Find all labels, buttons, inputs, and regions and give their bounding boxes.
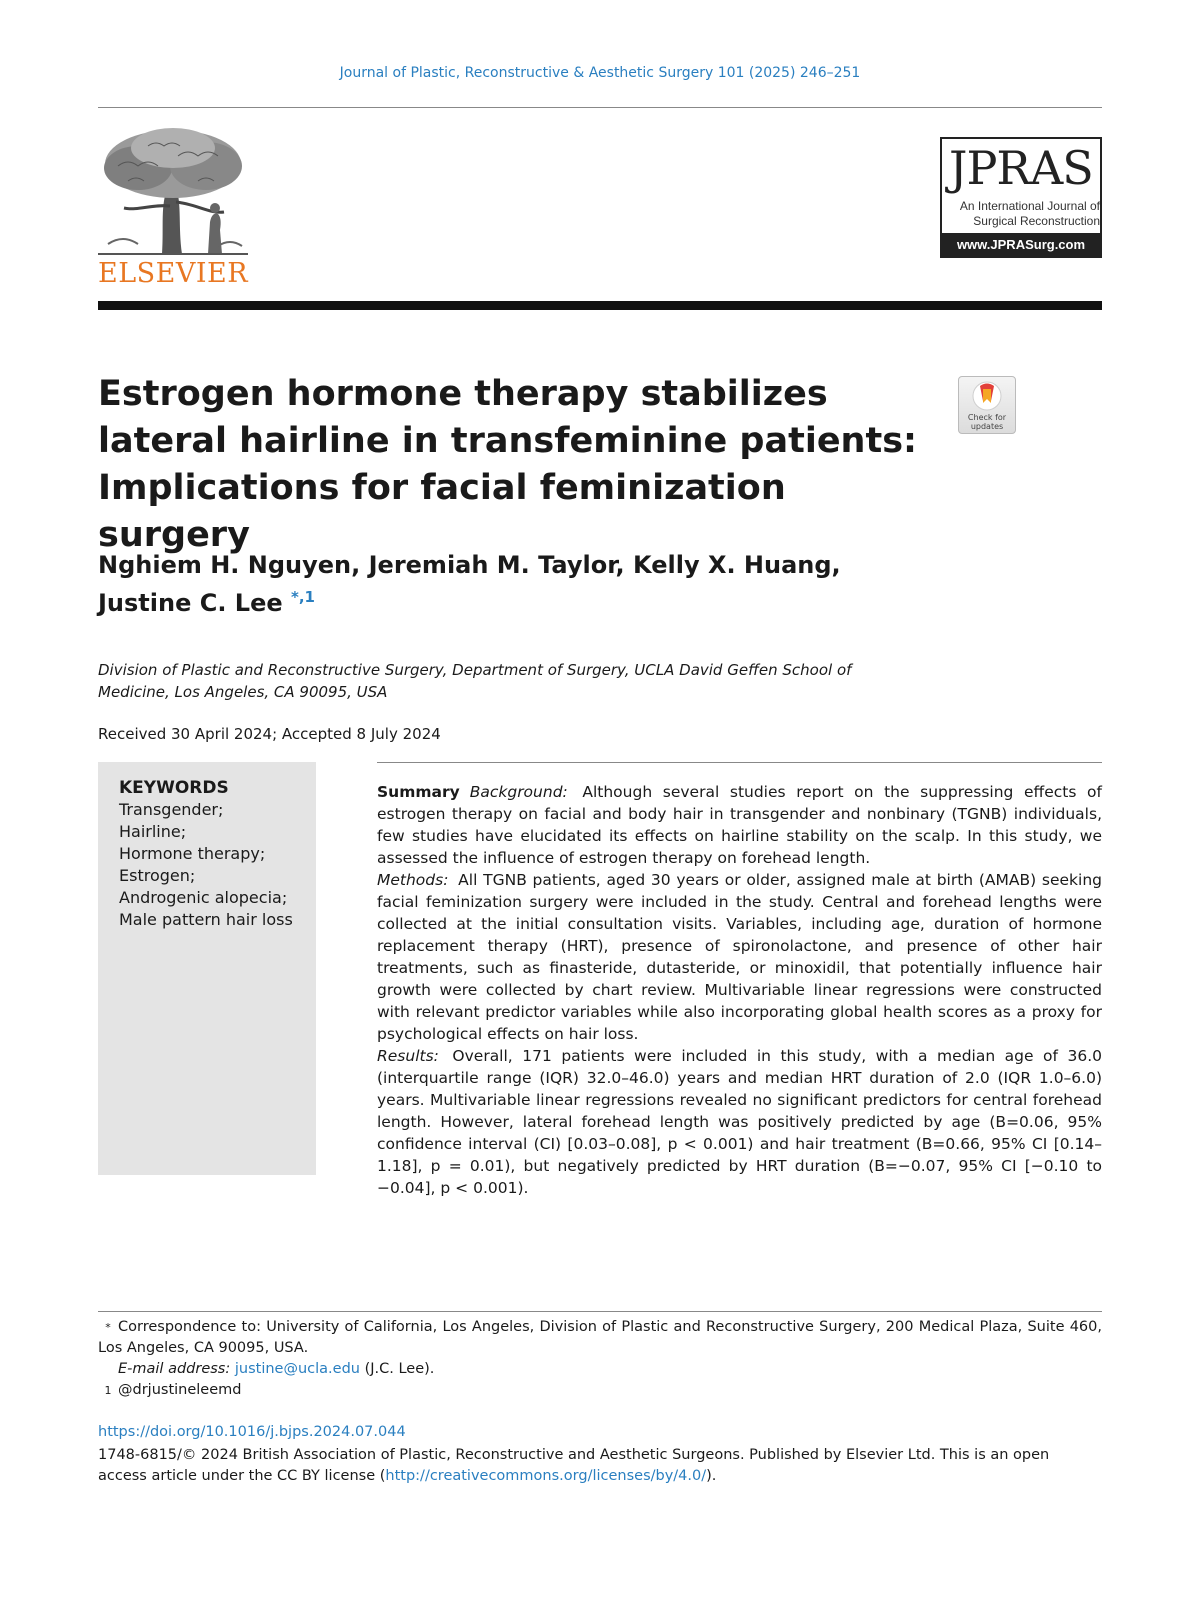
results-text: Overall, 171 patients were included in this study, with a median age of 36.0 (interquartile range (IQR) 32.0–46.0) years and median HRT duration of 2.0 (IQR 1.0–6.0) years. Multivariable linear regressions revealed no significant predictors for central forehead length. However, lateral forehead length was positively predicted by age (B=0.06, 95% confidence interval (CI) [0.03–0.08], p < 0.001) and hair treatment (B=0.66, 95% CI [0.14–1.18], p = 0.01), but negatively predicted by HRT duration (B=−0.07, 95% CI [−0.10 to −0.04], p < 0.001). xyxy=(377,1047,1102,1197)
results-label: Results: xyxy=(377,1047,439,1065)
email-suffix: (J.C. Lee). xyxy=(364,1361,435,1377)
methods-label: Methods: xyxy=(377,871,449,889)
check-for-updates-label: Check for updates xyxy=(967,413,1007,431)
license-text: 1748-6815/© 2024 British Association of Plastic, Reconstructive and Aesthetic Surgeons. Published by Elsevier Ltd. This is an open access article under the CC BY license ( xyxy=(98,1447,1050,1484)
abstract-divider xyxy=(377,762,1102,763)
check-for-updates-button[interactable] xyxy=(958,376,1016,434)
correspondence-text: Correspondence to: University of California, Los Angeles, Division of Plastic and Reconstructive Surgery, 200 Medical Plaza, Suite 460, Los Angeles, CA 90095, USA. xyxy=(98,1319,1102,1356)
keyword-item: Estrogen; xyxy=(119,866,196,885)
elsevier-tree-icon xyxy=(98,126,248,256)
keywords-panel xyxy=(98,762,316,1175)
keyword-item: Hairline; xyxy=(119,822,187,841)
journal-website[interactable]: www.JPRASurg.com xyxy=(942,233,1100,256)
footnote-divider xyxy=(98,1311,1102,1312)
email-link[interactable]: justine@ucla.edu xyxy=(234,1361,360,1377)
keyword-item: Transgender; xyxy=(119,800,224,819)
publisher-name: ELSEVIER xyxy=(98,258,249,289)
abstract xyxy=(377,781,1102,1199)
elsevier-logo[interactable] xyxy=(98,126,248,291)
license-statement xyxy=(98,1445,1102,1487)
keyword-item: Male pattern hair loss xyxy=(119,910,293,929)
keyword-item: Hormone therapy; xyxy=(119,844,266,863)
doi-link[interactable]: https://doi.org/10.1016/j.bjps.2024.07.044 xyxy=(98,1424,406,1440)
methods-text: All TGNB patients, aged 30 years or older, assigned male at birth (AMAB) seeking facial feminization surgery were included in the study. Central and forehead lengths were collected at the initial consultation visits. Variables, including age, duration of hormone replacement therapy (HRT), presence of spironolactone, and presence of other hair treatments, such as finasteride, dutasteride, or minoxidil, that potentially influence hair growth were collected by chart review. Multivariable linear regressions were constructed with relevant predictor variables while also incorporating global health scores as a proxy for psychological effects on hair loss. xyxy=(377,871,1102,1043)
abstract-background xyxy=(377,781,1102,869)
email-footnote xyxy=(98,1359,1102,1380)
footnote-mark: 1 xyxy=(104,1384,112,1397)
author-footnote-link[interactable]: *,1 xyxy=(291,588,315,606)
header-divider xyxy=(98,107,1102,108)
license-link[interactable]: http://creativecommons.org/licenses/by/4.0/ xyxy=(385,1468,707,1484)
jpras-logo[interactable] xyxy=(940,137,1102,258)
twitter-footnote xyxy=(98,1380,1102,1401)
twitter-handle: @drjustineleemd xyxy=(118,1382,242,1398)
bookmark-icon xyxy=(959,377,1015,413)
journal-acronym: JPRAS xyxy=(949,141,1093,195)
journal-subtitle-1: An International Journal of xyxy=(959,199,1100,213)
abstract-methods xyxy=(377,869,1102,1045)
corresponding-author: Justine C. Lee xyxy=(98,589,283,617)
summary-label: Summary xyxy=(377,783,460,801)
email-label: E-mail address: xyxy=(118,1361,231,1377)
license-close: ). xyxy=(706,1468,717,1484)
title-divider xyxy=(98,301,1102,310)
authors-line-1: Nghiem H. Nguyen, Jeremiah M. Taylor, Kelly X. Huang, xyxy=(98,551,841,579)
background-label: Background: xyxy=(469,783,568,801)
journal-subtitle-2: Surgical Reconstruction xyxy=(973,214,1100,228)
author-list xyxy=(98,549,898,619)
authors-line-2 xyxy=(98,581,898,619)
footnotes xyxy=(98,1317,1102,1401)
abstract-results xyxy=(377,1045,1102,1199)
affiliation: Division of Plastic and Reconstructive Surgery, Department of Surgery, UCLA David Geffen School of Medicine, Los Angeles, CA 90095, USA xyxy=(98,661,852,701)
footnote-mark: * xyxy=(105,1321,111,1334)
article-title: Estrogen hormone therapy stabilizes lateral hairline in transfeminine patients: Implications for facial feminization surgery xyxy=(98,374,918,555)
keyword-item: Androgenic alopecia; xyxy=(119,888,288,907)
keywords-heading: KEYWORDS xyxy=(119,778,229,798)
correspondence-footnote xyxy=(98,1317,1102,1359)
journal-reference[interactable]: Journal of Plastic, Reconstructive & Aesthetic Surgery 101 (2025) 246–251 xyxy=(339,65,861,81)
received-dates: Received 30 April 2024; Accepted 8 July 2024 xyxy=(98,725,441,743)
background-text: Although several studies report on the suppressing effects of estrogen therapy on facial and body hair in transgender and nonbinary (TGNB) individuals, few studies have elucidated its effects on hairline stability on the scalp. In this study, we assessed the influence of estrogen therapy on forehead length. xyxy=(377,783,1102,867)
